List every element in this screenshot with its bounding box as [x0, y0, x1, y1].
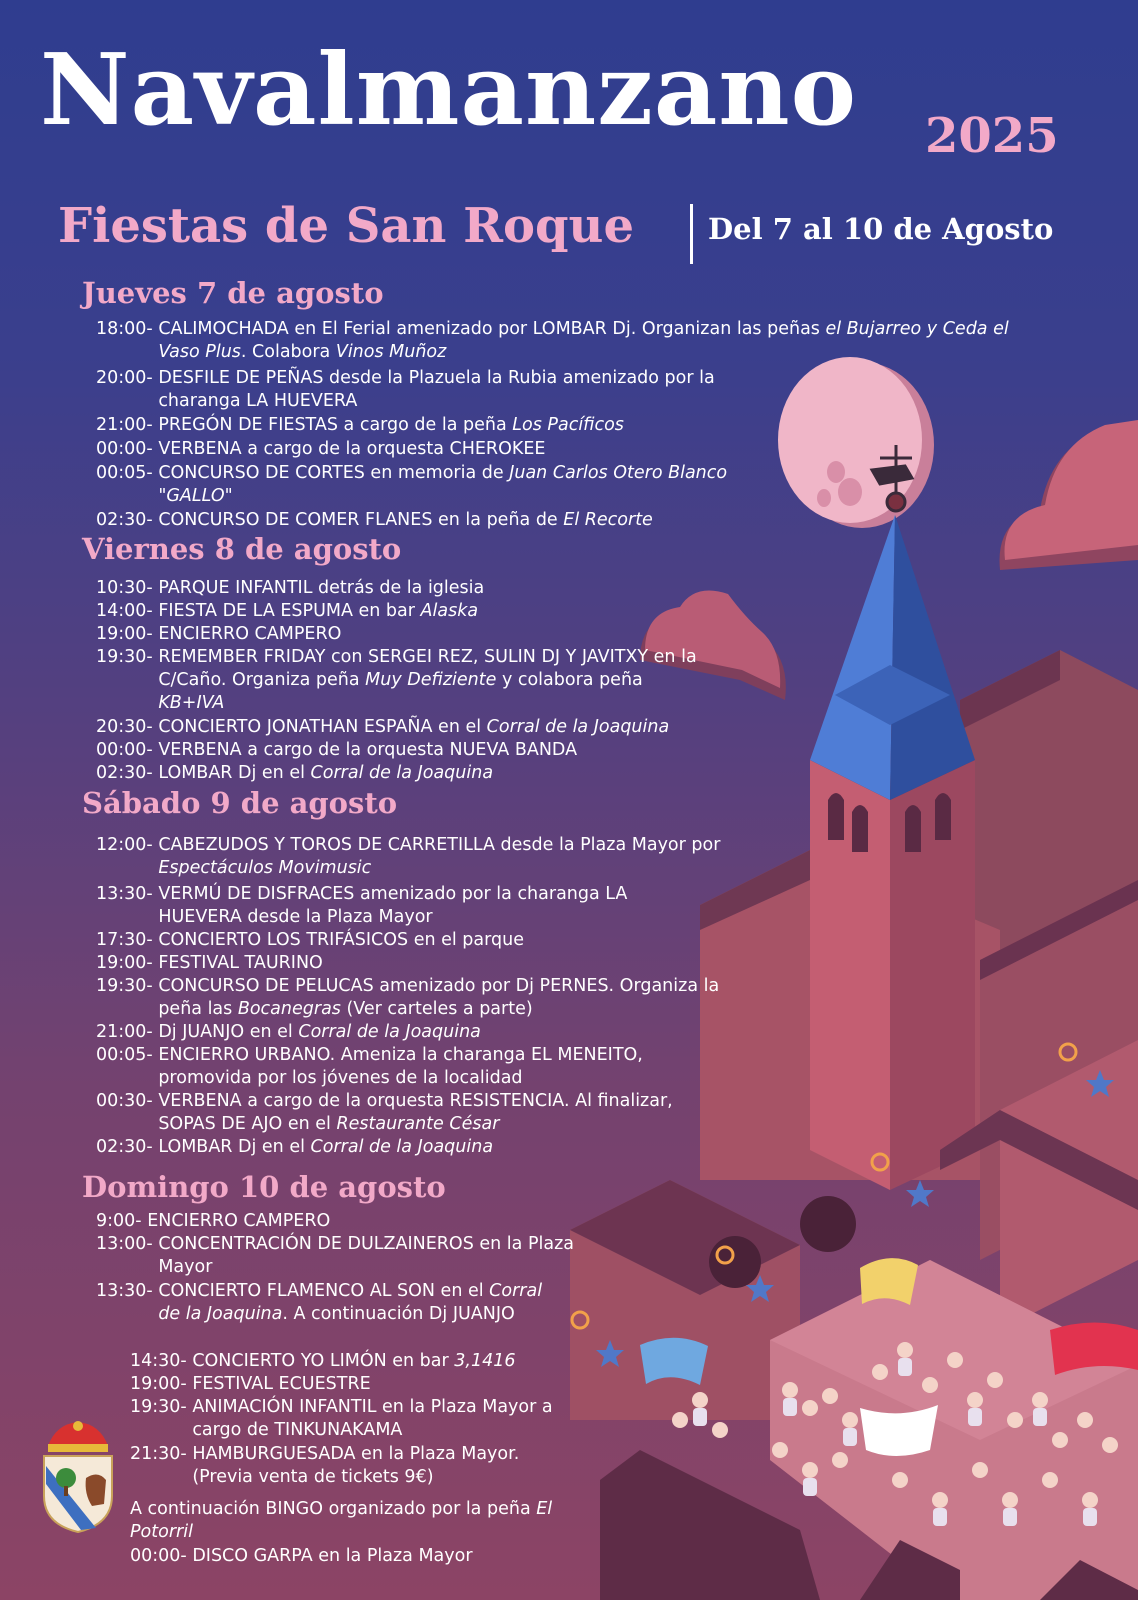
schedule-item — [130, 1350, 590, 1373]
event-description: ENCIERRO URBANO. Ameniza la charanga EL MENEITO, promovida por los jóvenes de la localidad — [158, 1045, 643, 1088]
event-description: VERBENA a cargo de la orquesta CHEROKEE — [158, 439, 546, 459]
schedule-item — [96, 1280, 546, 1326]
event-time: 21:00- — [96, 415, 159, 435]
event-description: PREGÓN DE FIESTAS a cargo de la peña Los Pacíficos — [158, 415, 624, 435]
event-description: HAMBURGUESADA en la Plaza Mayor. (Previa venta de tickets 9€) — [192, 1444, 520, 1487]
schedule-item — [96, 1021, 736, 1044]
schedule-item — [130, 1373, 590, 1396]
schedule-item — [130, 1396, 590, 1442]
schedule-item — [96, 646, 706, 715]
event-time: 9:00- — [96, 1211, 148, 1231]
day-title-domingo: Domingo 10 de agosto — [82, 1170, 446, 1204]
event-time: 21:30- — [130, 1444, 193, 1464]
event-description: DESFILE DE PEÑAS desde la Plazuela la Rubia amenizado por la charanga LA HUEVERA — [158, 368, 715, 411]
event-description: CONCURSO DE PELUCAS amenizado por Dj PERNES. Organiza la peña las Bocanegras (Ver carteles a parte) — [158, 976, 720, 1019]
event-time: 13:30- — [96, 884, 159, 904]
moon-icon — [778, 357, 934, 528]
day-title-jueves: Jueves 7 de agosto — [82, 276, 384, 310]
event-title: Navalmanzano — [40, 33, 857, 148]
event-description: VERMÚ DE DISFRACES amenizado por la charanga LA HUEVERA desde la Plaza Mayor — [158, 884, 628, 927]
schedule-item — [96, 929, 716, 952]
event-description: ENCIERRO CAMPERO — [147, 1211, 331, 1231]
cloud-icon — [1000, 420, 1138, 570]
schedule-note: A continuación BINGO organizado por la peña El Potorril — [130, 1499, 553, 1542]
event-description: CONCIERTO YO LIMÓN en bar 3,1416 — [192, 1351, 516, 1371]
event-time: 02:30- — [96, 763, 159, 783]
event-time: 00:00- — [130, 1546, 193, 1566]
schedule-item — [96, 462, 746, 508]
event-time: 19:00- — [130, 1374, 193, 1394]
event-description: CONCURSO DE CORTES en memoria de Juan Carlos Otero Blanco "GALLO" — [158, 463, 728, 506]
event-time: 20:00- — [96, 368, 159, 388]
schedule-item — [96, 716, 796, 739]
schedule-item — [96, 1210, 616, 1233]
event-description: LOMBAR Dj en el Corral de la Joaquina — [158, 763, 494, 783]
schedule-item — [96, 623, 716, 646]
event-description: CONCIERTO FLAMENCO AL SON en el Corral de la Joaquina. A continuación Dj JUANJO — [158, 1281, 543, 1324]
event-year: 2025 — [925, 108, 1059, 164]
event-time: 00:05- — [96, 1045, 159, 1065]
event-time: 21:00- — [96, 1022, 159, 1042]
event-time: 02:30- — [96, 1137, 159, 1157]
event-time: 18:00- — [96, 319, 159, 339]
event-description: ENCIERRO CAMPERO — [158, 624, 342, 644]
event-description: LOMBAR Dj en el Corral de la Joaquina — [158, 1137, 494, 1157]
day-title-sabado: Sábado 9 de agosto — [82, 786, 398, 820]
schedule-item — [96, 577, 716, 600]
church-tower-icon — [810, 515, 975, 1190]
event-description: CONCIERTO LOS TRIFÁSICOS en el parque — [158, 930, 524, 950]
schedule-item — [96, 883, 676, 929]
event-time: 13:00- — [96, 1234, 159, 1254]
schedule-item — [96, 739, 796, 762]
schedule-item — [130, 1443, 530, 1489]
event-description: Dj JUANJO en el Corral de la Joaquina — [158, 1022, 481, 1042]
event-time: 00:00- — [96, 439, 159, 459]
event-time: 12:00- — [96, 835, 159, 855]
event-time: 14:30- — [130, 1351, 193, 1371]
event-description: FIESTA DE LA ESPUMA en bar Alaska — [158, 601, 479, 621]
schedule-item — [96, 1090, 676, 1136]
event-time: 17:30- — [96, 930, 159, 950]
schedule-item — [96, 367, 786, 413]
coat-of-arms-icon — [36, 1416, 120, 1536]
schedule-item — [96, 834, 776, 880]
event-dates: Del 7 al 10 de Agosto — [708, 212, 1054, 246]
schedule-item — [96, 1044, 736, 1090]
event-description: CONCURSO DE COMER FLANES en la peña de El Recorte — [158, 510, 653, 530]
event-description: REMEMBER FRIDAY con SERGEI REZ, SULIN DJ Y JAVITXY en la C/Caño. Organiza peña Muy Defiziente y colabora peña KB+IVA — [158, 647, 697, 713]
event-description: VERBENA a cargo de la orquesta RESISTENCIA. Al finalizar, SOPAS DE AJO en el Restaurante César — [158, 1091, 673, 1134]
event-description: DISCO GARPA en la Plaza Mayor — [192, 1546, 473, 1566]
event-time: 19:30- — [96, 647, 159, 667]
schedule-item — [96, 414, 796, 437]
schedule-item — [96, 1136, 716, 1159]
event-description: CONCENTRACIÓN DE DULZAINEROS en la Plaza Mayor — [158, 1234, 574, 1277]
schedule-item — [96, 952, 716, 975]
event-description: CABEZUDOS Y TOROS DE CARRETILLA desde la Plaza Mayor por Espectáculos Movimusic — [158, 835, 721, 878]
event-time: 19:00- — [96, 624, 159, 644]
header-divider — [690, 204, 693, 264]
event-time: 00:00- — [96, 740, 159, 760]
schedule-item — [96, 438, 796, 461]
event-description: FESTIVAL TAURINO — [158, 953, 323, 973]
event-description: CONCIERTO JONATHAN ESPAÑA en el Corral de la Joaquina — [158, 717, 670, 737]
event-description: CALIMOCHADA en El Ferial amenizado por LOMBAR Dj. Organizan las peñas el Bujarreo y Ceda el Vaso Plus. Colabora Vinos Muñoz — [158, 319, 1009, 362]
schedule-item — [130, 1545, 590, 1568]
event-subtitle: Fiestas de San Roque — [58, 198, 634, 254]
schedule-item — [96, 1233, 596, 1279]
event-description: PARQUE INFANTIL detrás de la iglesia — [158, 578, 485, 598]
event-time: 20:30- — [96, 717, 159, 737]
event-time: 19:30- — [130, 1397, 193, 1417]
day-title-viernes: Viernes 8 de agosto — [82, 532, 402, 566]
event-time: 14:00- — [96, 601, 159, 621]
event-description: VERBENA a cargo de la orquesta NUEVA BANDA — [158, 740, 578, 760]
schedule-item — [96, 762, 796, 785]
schedule-item — [96, 509, 796, 532]
event-time: 13:30- — [96, 1281, 159, 1301]
schedule-item — [96, 600, 716, 623]
event-time: 00:30- — [96, 1091, 159, 1111]
event-description: FESTIVAL ECUESTRE — [192, 1374, 371, 1394]
event-time: 02:30- — [96, 510, 159, 530]
event-description: ANIMACIÓN INFANTIL en la Plaza Mayor a cargo de TINKUNAKAMA — [192, 1397, 553, 1440]
event-time: 10:30- — [96, 578, 159, 598]
event-time: 00:05- — [96, 463, 159, 483]
event-time: 19:30- — [96, 976, 159, 996]
schedule-item — [96, 318, 1016, 364]
event-time: 19:00- — [96, 953, 159, 973]
schedule-item — [96, 975, 736, 1021]
